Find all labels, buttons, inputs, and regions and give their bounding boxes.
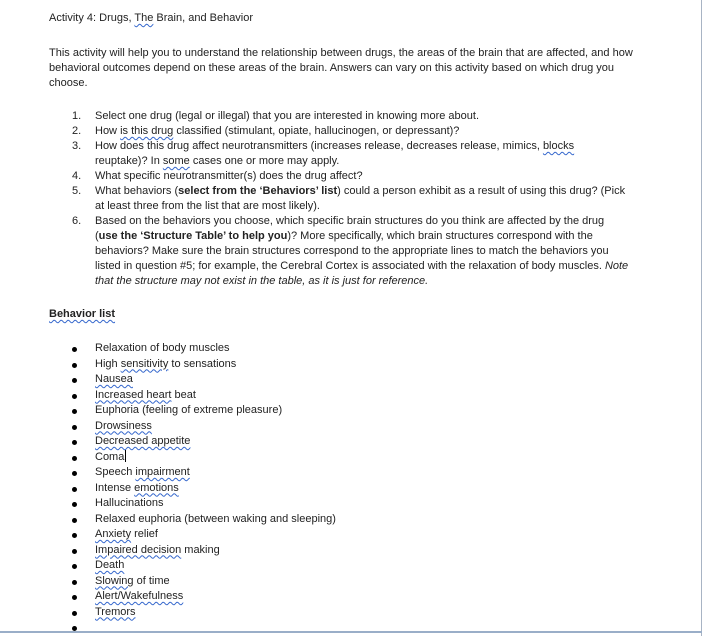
behavior-list-item: Death bbox=[49, 558, 336, 574]
bullet-icon bbox=[72, 533, 77, 538]
question-item-1: 1. Select one drug (legal or illegal) that you are interested in knowing more about. bbox=[72, 110, 480, 122]
text-cursor bbox=[125, 450, 126, 462]
bullet-icon bbox=[72, 363, 77, 368]
bullet-icon bbox=[72, 549, 77, 554]
behavior-list-item: Anxiety relief bbox=[49, 527, 336, 543]
question-item-6: 6. Based on the behaviors you choose, which specific brain structures do you think are affected by the drug (use the ‘Structure Table’ to help you)? More specifically, which brain structures correspond with the behaviors? Make sure the brain structures correspond to the appropriate lines to match the behaviors you listed in question #5; for example, the Cerebral Cortex is associated with the relaxation of body muscles. Note that the structure may not exist in the table, as it is just for reference. bbox=[72, 215, 629, 287]
behavior-list-item: Speech impairment bbox=[49, 465, 336, 481]
behavior-list-item: Coma bbox=[49, 450, 336, 466]
behavior-list-item: Alert/Wakefulness bbox=[49, 589, 336, 605]
activity-title: Activity 4: Drugs, The Brain, and Behavior bbox=[49, 12, 254, 24]
behavior-list-item: Increased heart beat bbox=[49, 388, 336, 404]
intro-paragraph: This activity will help you to understand the relationship between drugs, the areas of the brain that are affected, and how behavioral outcomes depend on these areas of the brain. Answers can vary on this activity based on which drug you choose. bbox=[49, 47, 633, 89]
behavior-list-item: Nausea bbox=[49, 372, 336, 388]
behavior-list-item: Drowsiness bbox=[49, 419, 336, 435]
bullet-icon bbox=[72, 394, 77, 399]
question-item-4: 4. What specific neurotransmitter(s) does the drug affect? bbox=[72, 170, 363, 182]
behavior-list-item: High sensitivity to sensations bbox=[49, 357, 336, 373]
question-number: 6. bbox=[72, 215, 82, 227]
bullet-icon bbox=[72, 611, 77, 616]
question-number: 5. bbox=[72, 185, 82, 197]
bullet-icon bbox=[72, 425, 77, 430]
behavior-list-item: Relaxation of body muscles bbox=[49, 341, 336, 357]
question-number: 2. bbox=[72, 125, 82, 137]
behavior-list-item: Euphoria (feeling of extreme pleasure) bbox=[49, 403, 336, 419]
bullet-icon bbox=[72, 518, 77, 523]
bullet-icon bbox=[72, 471, 77, 476]
bullet-icon bbox=[72, 347, 77, 352]
page-bottom-divider bbox=[0, 631, 702, 633]
bullet-icon bbox=[72, 409, 77, 414]
behavior-list-item: Impaired decision making bbox=[49, 543, 336, 559]
bullet-icon bbox=[72, 456, 77, 461]
behavior-list-item: Relaxed euphoria (between waking and sleeping) bbox=[49, 512, 336, 528]
behavior-list-item bbox=[49, 620, 336, 636]
bullet-icon bbox=[72, 378, 77, 383]
question-list bbox=[49, 109, 629, 289]
bullet-icon bbox=[72, 487, 77, 492]
bullet-icon bbox=[72, 502, 77, 507]
behavior-list-item: Decreased appetite bbox=[49, 434, 336, 450]
question-item-5: 5. What behaviors (select from the ‘Behaviors’ list) could a person exhibit as a result of using this drug? (Pick at least three from the list that are most likely). bbox=[72, 185, 626, 212]
question-number: 4. bbox=[72, 170, 82, 182]
behavior-list bbox=[49, 341, 336, 636]
question-item-3: 3. How does this drug affect neurotransmitters (increases release, decreases release, mimics, blocks reuptake)? In some cases one or more may apply. bbox=[72, 140, 575, 167]
behavior-list-item: Slowing of time bbox=[49, 574, 336, 590]
question-item-2: 2. How is this drug classified (stimulant, opiate, hallucinogen, or depressant)? bbox=[72, 125, 460, 137]
behavior-list-item: Intense emotions bbox=[49, 481, 336, 497]
question-number: 1. bbox=[72, 110, 82, 122]
bullet-icon bbox=[72, 595, 77, 600]
behavior-list-item: Tremors bbox=[49, 605, 336, 621]
behavior-list-heading: Behavior list bbox=[49, 308, 116, 320]
question-number: 3. bbox=[72, 140, 82, 152]
bullet-icon bbox=[72, 564, 77, 569]
behavior-list-item: Hallucinations bbox=[49, 496, 336, 512]
bullet-icon bbox=[72, 580, 77, 585]
bullet-icon bbox=[72, 440, 77, 445]
